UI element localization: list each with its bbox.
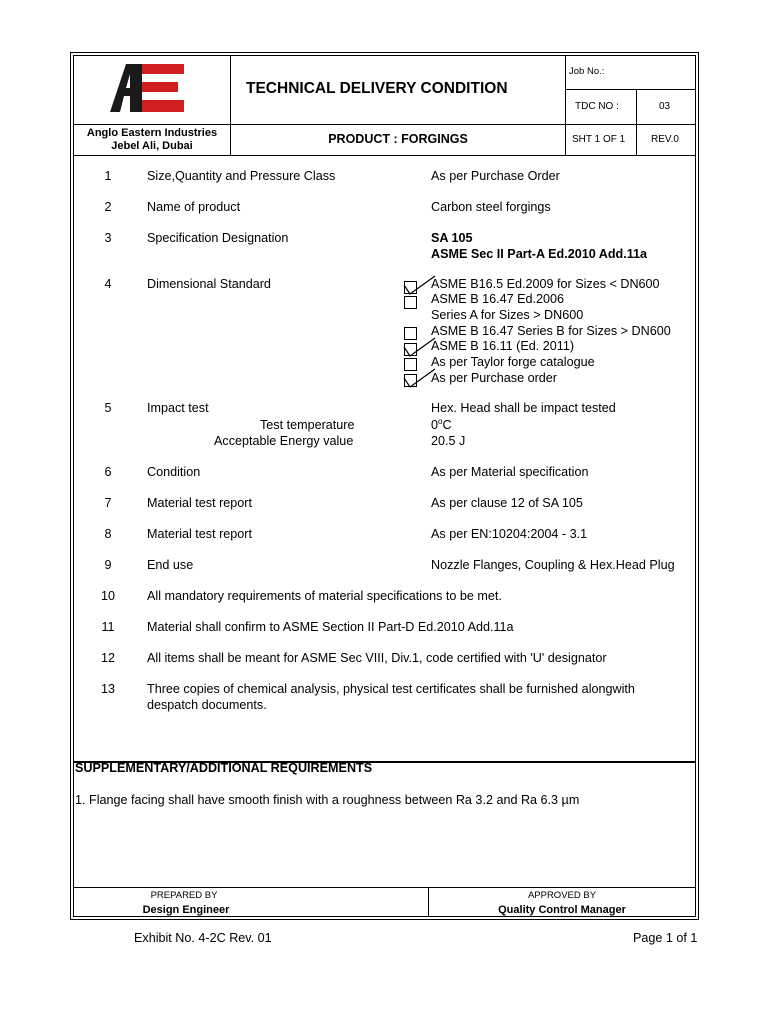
option-label: ASME B 16.47 Series B for Sizes > DN600 — [431, 324, 671, 338]
tdc-no-label-cell — [565, 89, 637, 125]
item-label: despatch documents. — [147, 698, 267, 712]
approved-by-value: Quality Control Manager — [498, 904, 626, 916]
exhibit-number: Exhibit No. 4-2C Rev. 01 — [134, 931, 272, 945]
item-number: 8 — [104, 527, 112, 541]
title-cell — [230, 55, 566, 125]
test-temperature-label: Test temperature — [260, 418, 355, 432]
item-number: 3 — [104, 231, 112, 245]
approved-by-cell — [428, 887, 696, 917]
prepared-by-value: Design Engineer — [142, 904, 230, 916]
document-title: TECHNICAL DELIVERY CONDITION — [246, 80, 508, 97]
item-label: Name of product — [147, 200, 241, 214]
item-value: As per Purchase Order — [431, 169, 560, 183]
item-number: 2 — [104, 200, 112, 214]
logo-cell — [73, 55, 231, 125]
spec-designation: SA 105 — [431, 231, 473, 245]
product-label: PRODUCT : FORGINGS — [328, 132, 468, 146]
item-label: Material shall confirm to ASME Section II Part-D Ed.2010 Add.11a — [147, 620, 514, 634]
company-logo — [110, 62, 190, 114]
item-label: Material test report — [147, 527, 252, 541]
check-mark-icon — [401, 336, 437, 358]
prepared-by-label: PREPARED BY — [150, 890, 218, 901]
option-label: Series A for Sizes > DN600 — [431, 308, 584, 322]
approved-by-label: APPROVED BY — [527, 890, 597, 901]
test-temperature-value: 0$^o$C — [431, 416, 452, 432]
item-label: All items shall be meant for ASME Sec VIII, Div.1, code certified with 'U' designator — [147, 651, 607, 665]
revision-cell — [636, 124, 696, 156]
item-label: Dimensional Standard — [147, 277, 271, 291]
company-cell — [73, 124, 231, 156]
item-label: Specification Designation — [147, 231, 289, 245]
product-cell — [230, 124, 566, 156]
company-location: Jebel Ali, Dubai — [111, 140, 193, 152]
item-number: 9 — [104, 558, 112, 572]
option-label: ASME B16.5 Ed.2009 for Sizes < DN600 — [431, 277, 660, 291]
item-label: End use — [147, 558, 194, 572]
tdc-no-value: 03 — [659, 101, 671, 112]
item-value: As per EN:10204:2004 - 3.1 — [431, 527, 588, 541]
item-value: Hex. Head shall be impact tested — [431, 401, 616, 415]
item-number: 5 — [104, 401, 112, 415]
item-label: Size,Quantity and Pressure Class — [147, 169, 336, 183]
prepared-by-cell — [73, 887, 429, 917]
item-label: Material test report — [147, 496, 252, 510]
job-no-label: Job No.: — [569, 66, 605, 77]
option-label: ASME B 16.47 Ed.2006 — [431, 292, 565, 306]
company-name: Anglo Eastern Industries — [86, 127, 218, 139]
item-number: 7 — [104, 496, 112, 510]
item-number: 1 — [104, 169, 112, 183]
tdc-no-label: TDC NO : — [575, 101, 619, 112]
item-number: 4 — [104, 277, 112, 291]
sheet-number: SHT 1 OF 1 — [572, 134, 626, 145]
supplementary-requirement: 1. Flange facing shall have smooth finish with a roughness between Ra 3.2 and Ra 6.3 µm — [75, 793, 580, 807]
option-label: As per Taylor forge catalogue — [431, 355, 595, 369]
check-mark-icon — [401, 367, 437, 389]
energy-value-label: Acceptable Energy value — [214, 434, 354, 448]
item-number: 6 — [104, 465, 112, 479]
checkbox-unchecked[interactable] — [404, 296, 417, 309]
page-number: Page 1 of 1 — [633, 931, 698, 945]
item-value: Carbon steel forgings — [431, 200, 551, 214]
item-number: 11 — [101, 620, 115, 634]
revision-number: REV.0 — [651, 134, 679, 145]
item-label: Three copies of chemical analysis, physical test certificates shall be furnished alongwith — [147, 682, 635, 696]
supplementary-heading: SUPPLEMENTARY/ADDITIONAL REQUIREMENTS — [75, 761, 373, 775]
spec-designation-code: ASME Sec II Part-A Ed.2010 Add.11a — [431, 247, 648, 261]
item-label: Impact test — [147, 401, 209, 415]
option-label: As per Purchase order — [431, 371, 557, 385]
tdc-no-value-cell — [636, 89, 696, 125]
item-value: As per clause 12 of SA 105 — [431, 496, 583, 510]
job-no-cell — [565, 55, 696, 90]
item-label: Condition — [147, 465, 201, 479]
item-value: As per Material specification — [431, 465, 589, 479]
sheet-cell — [565, 124, 637, 156]
item-number: 10 — [100, 589, 115, 603]
energy-value: 20.5 J — [431, 434, 466, 448]
item-number: 12 — [100, 651, 115, 665]
check-mark-icon — [401, 274, 437, 296]
item-number: 13 — [100, 682, 115, 696]
option-label: ASME B 16.11 (Ed. 2011) — [431, 339, 575, 353]
item-label: All mandatory requirements of material specifications to be met. — [147, 589, 502, 603]
supplementary-section — [73, 762, 696, 888]
item-value: Nozzle Flanges, Coupling & Hex.Head Plug — [431, 558, 675, 572]
